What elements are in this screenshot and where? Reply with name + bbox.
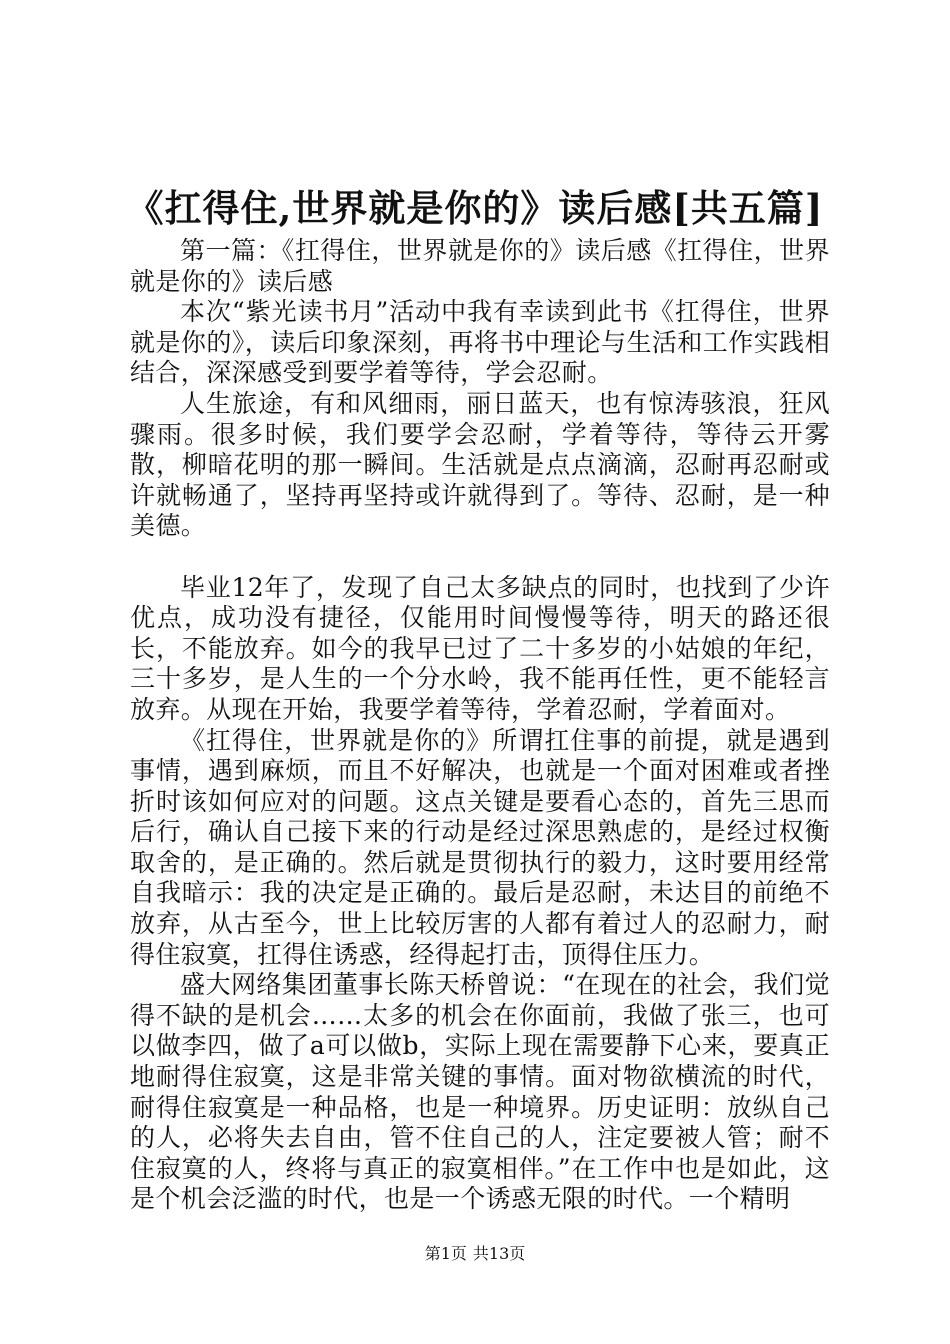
- page-total: 共13页: [472, 1244, 526, 1263]
- document-title: 《扛得住,世界就是你的》读后感[共五篇]: [126, 186, 824, 230]
- paragraph: 盛大网络集团董事长陈天桥曾说：“在现在的社会，我们觉得不缺的是机会……太多的机会在你面前，我做了张三，也可以做李四，做了a可以做b，实际上现在需要静下心来，要真正地耐得住寂寞，这是非常关键的事情。面对物欲横流的时代，耐得住寂寞是一种品格，也是一种境界。历史证明：放纵自己的人，必将失去自由，管不住自己的人，注定要被人管；耐不住寂寞的人，终将与真正的寂寞相伴。”在工作中也是如此，这是个机会泛滥的时代，也是一个诱惑无限的时代。一个精明: [130, 970, 830, 1214]
- page-number: 第1页: [424, 1244, 467, 1263]
- paragraph: 《扛得住，世界就是你的》所谓扛住事的前提，就是遇到事情，遇到麻烦，而且不好解决，也就是一个面对困难或者挫折时该如何应对的问题。这点关键是要看心态的，首先三思而后行，确认自己接下来的行动是经过深思熟虑的，是经过权衡取舍的，是正确的。然后就是贯彻执行的毅力，这时要用经常自我暗示：我的决定是正确的。最后是忍耐，未达目的前绝不放弃，从古至今，世上比较厉害的人都有着过人的忍耐力，耐得住寂寞，扛得住诱惑，经得起打击，顶得住压力。: [130, 725, 830, 969]
- paragraph: 第一篇：《扛得住，世界就是你的》读后感《扛得住，世界就是你的》读后感: [130, 236, 830, 296]
- page-footer: [0, 1244, 950, 1264]
- document-body: [130, 236, 830, 1215]
- paragraph: 本次“紫光读书月”活动中我有幸读到此书《扛得住，世界就是你的》，读后印象深刻，再将书中理论与生活和工作实践相结合，深深感受到要学着等待，学会忍耐。: [130, 297, 830, 388]
- paragraph: 毕业12年了，发现了自己太多缺点的同时，也找到了少许优点，成功没有捷径，仅能用时间慢慢等待，明天的路还很长，不能放弃。如今的我早已过了二十多岁的小姑娘的年纪，三十多岁，是人生的一个分水岭，我不能再任性，更不能轻言放弃。从现在开始，我要学着等待，学着忍耐，学着面对。: [130, 572, 830, 724]
- paragraph: 人生旅途，有和风细雨，丽日蓝天，也有惊涛骇浪，狂风骤雨。很多时候，我们要学会忍耐，学着等待，等待云开雾散，柳暗花明的那一瞬间。生活就是点点滴滴，忍耐再忍耐或许就畅通了，坚持再坚持或许就得到了。等待、忍耐，是一种美德。: [130, 388, 830, 541]
